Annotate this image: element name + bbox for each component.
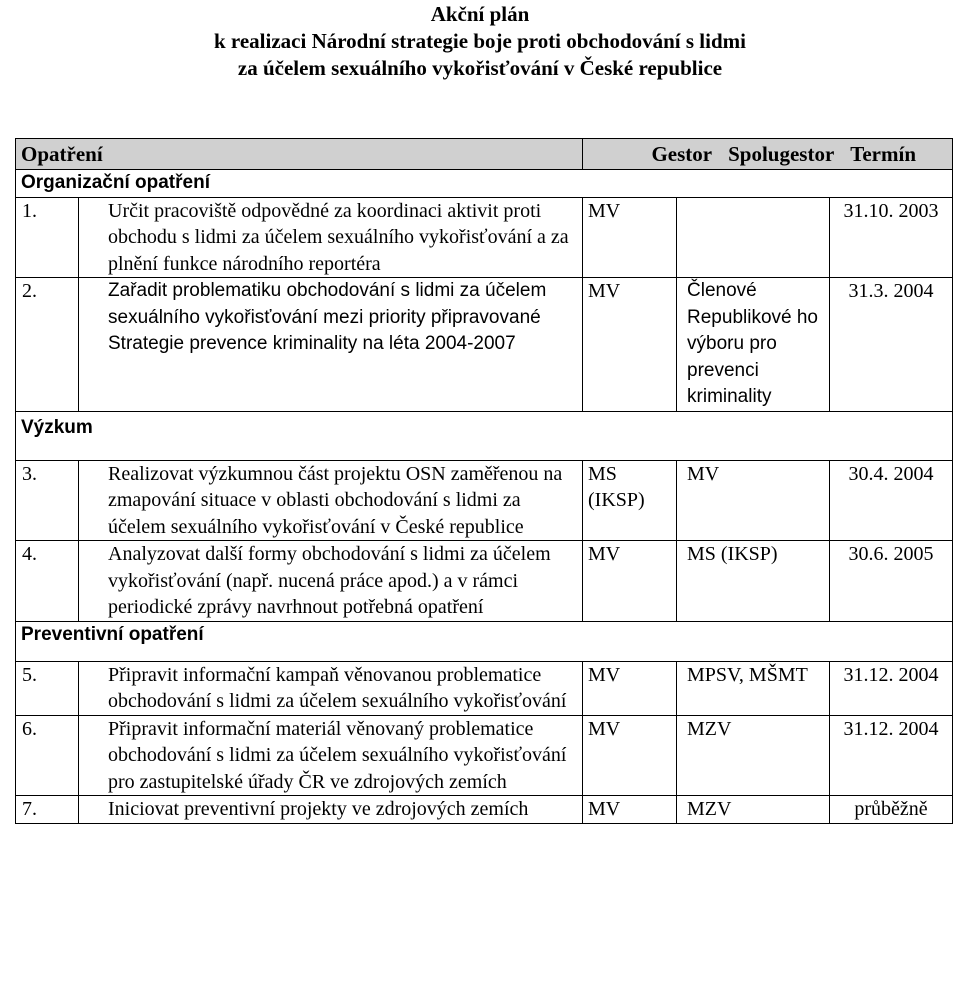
table-row — [16, 661, 953, 715]
action-plan-table — [15, 138, 953, 824]
header-spolugestor: Spolugestor — [728, 141, 835, 166]
table-row — [16, 460, 953, 541]
row-text: Připravit informační materiál věnovaný problematice obchodování s lidmi za účelem sexuálního vykořisťování pro zastupitelské úřady ČR ve zdrojových zemích — [79, 715, 583, 796]
table-row — [16, 715, 953, 796]
title-line-3: za účelem sexuálního vykořisťování v České republice — [237, 56, 723, 80]
row-termin: průběžně — [830, 796, 953, 824]
row-number: 1. — [16, 197, 79, 278]
section-vyzkum — [16, 411, 953, 460]
row-gestor: MV — [583, 197, 677, 278]
row-text: Analyzovat další formy obchodování s lidmi za účelem vykořisťování (např. nucená práce apod.) a v rámci periodické zprávy navrhnout potřebná opatření — [79, 541, 583, 622]
row-number: 2. — [16, 278, 79, 412]
row-number: 4. — [16, 541, 79, 622]
row-termin: 31.10. 2003 — [830, 197, 953, 278]
row-number: 5. — [16, 661, 79, 715]
row-spolugestor: MS (IKSP) — [677, 541, 830, 622]
row-termin: 31.12. 2004 — [830, 661, 953, 715]
row-text: Zařadit problematiku obchodování s lidmi za účelem sexuálního vykořisťování mezi priority připravované Strategie prevence kriminality na léta 2004-2007 — [79, 278, 583, 412]
row-termin: 31.12. 2004 — [830, 715, 953, 796]
header-opatreni: Opatření — [16, 139, 583, 170]
row-spolugestor: MV — [677, 460, 830, 541]
row-gestor: MV — [583, 715, 677, 796]
header-right-group — [583, 139, 953, 170]
row-text: Iniciovat preventivní projekty ve zdrojových zemích — [79, 796, 583, 824]
document-title — [0, 0, 960, 82]
section-preventivni — [16, 621, 953, 661]
row-spolugestor — [677, 197, 830, 278]
row-termin: 30.6. 2005 — [830, 541, 953, 622]
row-number: 6. — [16, 715, 79, 796]
row-gestor: MV — [583, 541, 677, 622]
title-line-2: k realizaci Národní strategie boje proti obchodování s lidmi — [213, 29, 746, 53]
row-gestor: MS (IKSP) — [583, 460, 677, 541]
row-gestor: MV — [583, 661, 677, 715]
table-row — [16, 796, 953, 824]
row-number: 7. — [16, 796, 79, 824]
row-spolugestor: MZV — [677, 796, 830, 824]
row-spolugestor: MPSV, MŠMT — [677, 661, 830, 715]
table-row — [16, 278, 953, 412]
table-row — [16, 197, 953, 278]
row-gestor: MV — [583, 796, 677, 824]
row-gestor: MV — [583, 278, 677, 412]
header-gestor: Gestor — [651, 141, 713, 166]
title-line-1: Akční plán — [430, 2, 530, 26]
section-label-vyzkum: Výzkum — [16, 411, 953, 460]
row-text: Určit pracoviště odpovědné za koordinaci aktivit proti obchodu s lidmi za účelem sexuálního vykořisťování a za plnění funkce národního reportéra — [79, 197, 583, 278]
table-row — [16, 541, 953, 622]
header-termin: Termín — [850, 141, 917, 166]
table-header-row — [16, 139, 953, 170]
row-termin: 31.3. 2004 — [830, 278, 953, 412]
row-text: Připravit informační kampaň věnovanou problematice obchodování s lidmi za účelem sexuálního vykořisťování — [79, 661, 583, 715]
row-spolugestor: Členové Republikové ho výboru pro prevenci kriminality — [677, 278, 830, 412]
row-termin: 30.4. 2004 — [830, 460, 953, 541]
section-label-organizacni: Organizační opatření — [16, 170, 953, 198]
row-number: 3. — [16, 460, 79, 541]
section-label-preventivni: Preventivní opatření — [16, 621, 953, 661]
row-text: Realizovat výzkumnou část projektu OSN zaměřenou na zmapování situace v oblasti obchodování s lidmi za účelem sexuálního vykořisťování v České republice — [79, 460, 583, 541]
section-organizacni — [16, 170, 953, 198]
row-spolugestor: MZV — [677, 715, 830, 796]
